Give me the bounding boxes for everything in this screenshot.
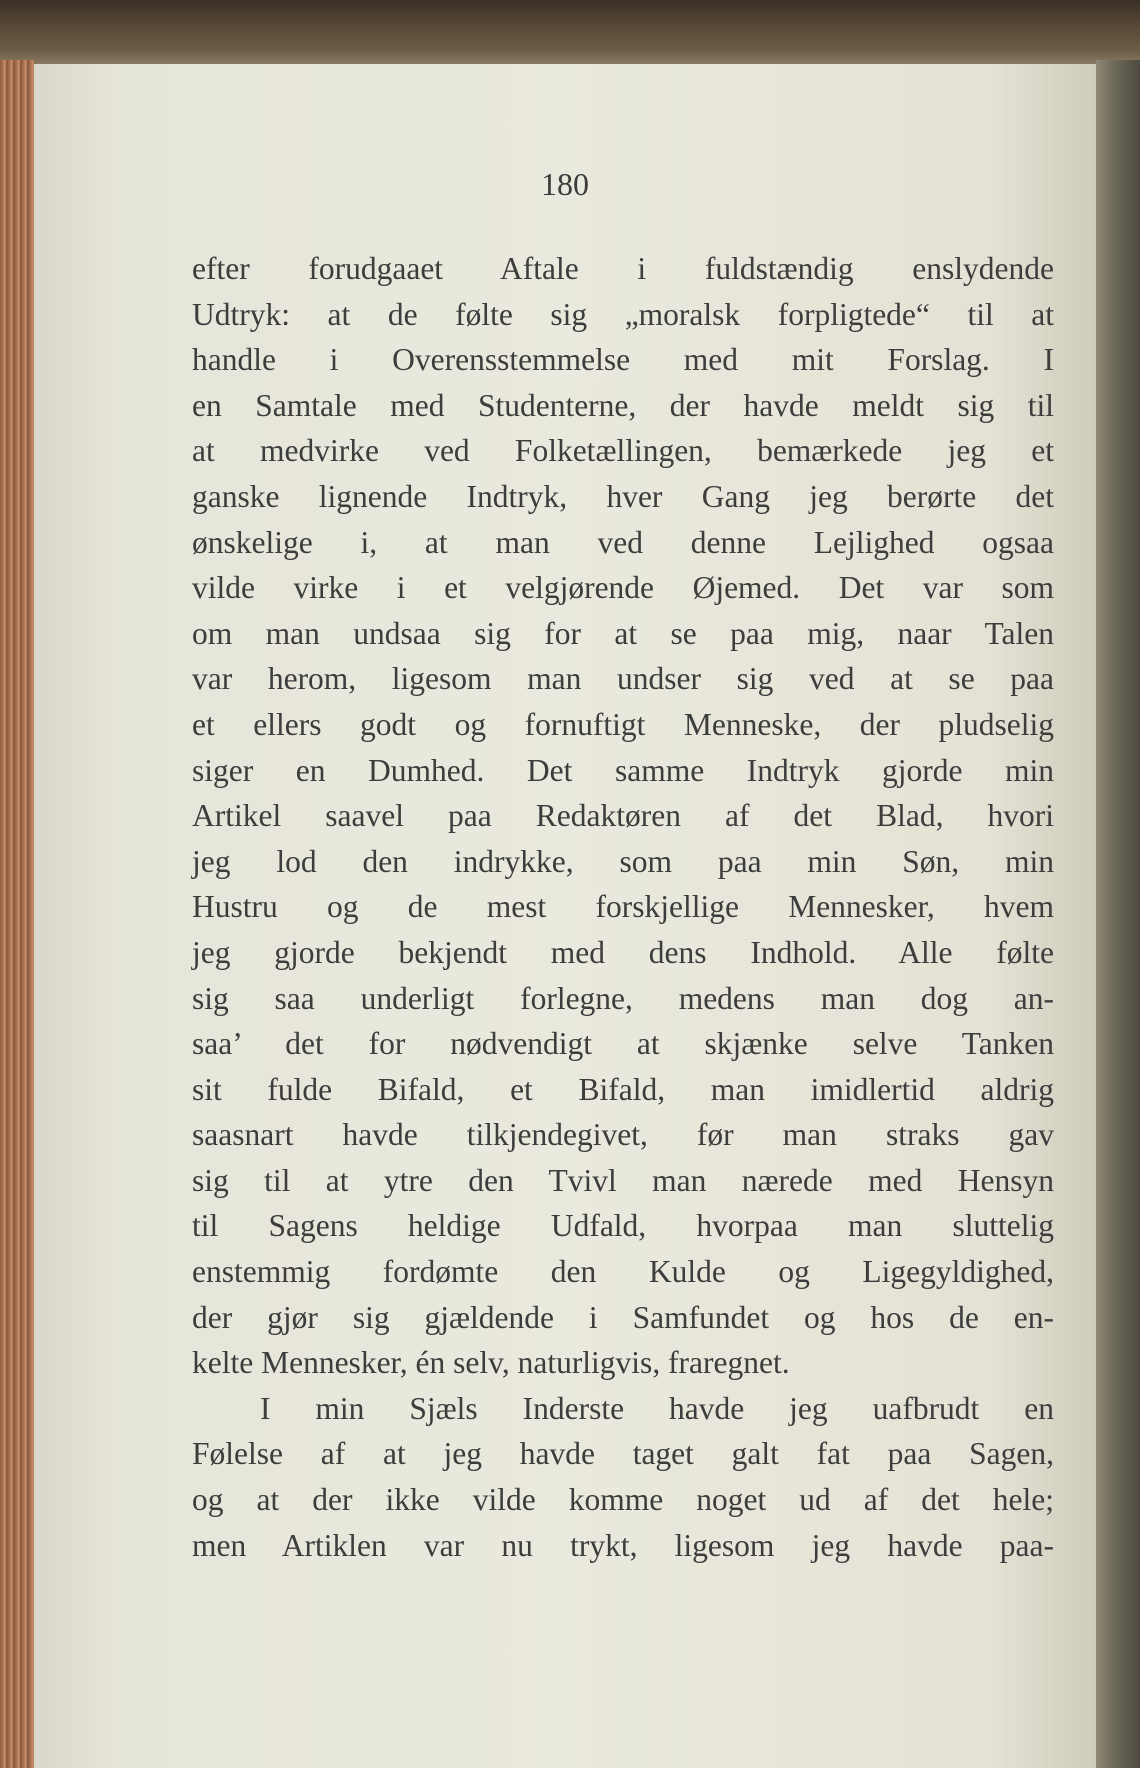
book-right-edge <box>1096 60 1140 1768</box>
book-page <box>34 64 1096 1768</box>
text-line: vilde virke i et velgjørende Øjemed. Det var som <box>192 570 1054 606</box>
text-line: Følelse af at jeg havde taget galt fat paa Sagen, <box>192 1436 1054 1472</box>
text-line: at medvirke ved Folketællingen, bemærkede jeg et <box>192 433 1054 469</box>
text-line: ønskelige i, at man ved denne Lejlighed ogsaa <box>192 524 1054 560</box>
text-line: et ellers godt og fornuftigt Menneske, der pludselig <box>192 706 1054 742</box>
page-number: 180 <box>541 166 589 202</box>
text-line: sig til at ytre den Tvivl man nærede med Hensyn <box>192 1162 1054 1198</box>
text-line: Hustru og de mest forskjellige Mennesker, hvem <box>192 889 1054 925</box>
text-line: sit fulde Bifald, et Bifald, man imidlertid aldrig <box>192 1071 1054 1107</box>
text-line: til Sagens heldige Udfald, hvorpaa man sluttelig <box>192 1208 1054 1244</box>
text-line: efter forudgaaet Aftale i fuldstændig enslydende <box>192 251 1054 286</box>
text-line: handle i Overensstemmelse med mit Forslag. I <box>192 342 1054 378</box>
text-line: men Artiklen var nu trykt, ligesom jeg havde paa- <box>192 1527 1054 1563</box>
text-line: saasnart havde tilkjendegivet, før man straks gav <box>192 1117 1054 1153</box>
text-line: saa’ det for nødvendigt at skjænke selve Tanken <box>192 1026 1054 1062</box>
text-line: Udtryk: at de følte sig „moralsk forpligtede“ til at <box>192 296 1054 332</box>
text-line: sig saa underligt forlegne, medens man dog an- <box>192 980 1054 1016</box>
book-top-edge <box>0 0 1140 64</box>
text-line: jeg gjorde bekjendt med dens Indhold. Alle følte <box>192 934 1054 970</box>
text-line: kelte Mennesker, én selv, naturligvis, fraregnet. <box>192 1345 790 1381</box>
text-line: jeg lod den indrykke, som paa min Søn, min <box>192 843 1054 879</box>
text-line: Artikel saavel paa Redaktøren af det Blad, hvori <box>192 798 1054 834</box>
book-spine-edge <box>0 60 34 1768</box>
text-line: enstemmig fordømte den Kulde og Ligegyldighed, <box>192 1254 1054 1290</box>
text-line: siger en Dumhed. Det samme Indtryk gjorde min <box>192 752 1054 788</box>
text-line: var herom, ligesom man undser sig ved at se paa <box>192 661 1054 697</box>
text-line: en Samtale med Studenterne, der havde meldt sig til <box>192 387 1054 423</box>
text-line: der gjør sig gjældende i Samfundet og hos de en- <box>192 1299 1054 1335</box>
text-line: ganske lignende Indtryk, hver Gang jeg berørte det <box>192 478 1054 514</box>
text-body <box>192 246 1054 1568</box>
text-line: om man undsaa sig for at se paa mig, naar Talen <box>192 615 1054 651</box>
text-line: og at der ikke vilde komme noget ud af det hele; <box>192 1482 1054 1518</box>
text-line: I min Sjæls Inderste havde jeg uafbrudt en <box>260 1390 1054 1426</box>
